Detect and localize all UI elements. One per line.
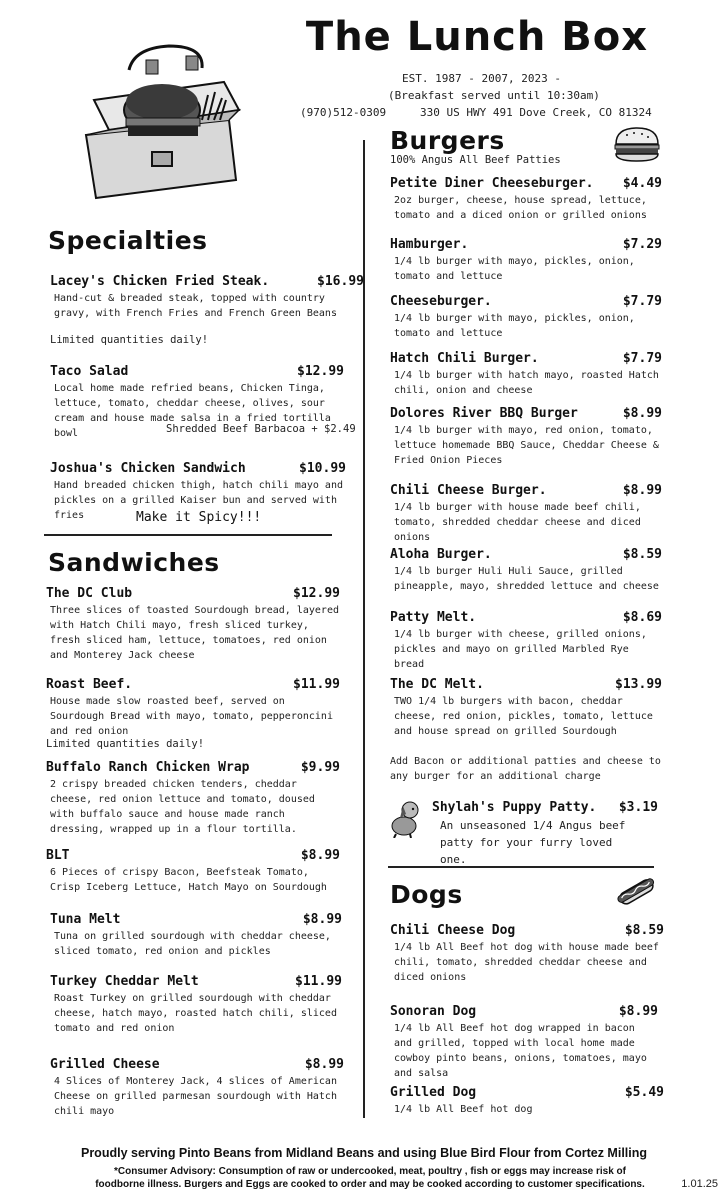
item-price: $8.99 bbox=[300, 848, 340, 863]
menu-version: 1.01.25 bbox=[681, 1178, 718, 1190]
sandwiches-heading: Sandwiches bbox=[48, 548, 220, 577]
restaurant-title: The Lunch Box bbox=[305, 14, 649, 60]
hotdog-icon bbox=[614, 874, 658, 908]
item-price: $7.79 bbox=[622, 294, 662, 309]
item-description: 1/4 lb burger with hatch mayo, roasted Hatch chili, onion and cheese bbox=[394, 370, 659, 396]
item-name: The DC Melt. bbox=[390, 677, 484, 692]
address: 330 US HWY 491 Dove Creek, CO 81324 bbox=[420, 106, 652, 119]
menu-item bbox=[390, 294, 662, 341]
menu-item bbox=[432, 800, 658, 868]
item-name: Buffalo Ranch Chicken Wrap bbox=[46, 760, 250, 775]
item-name: Grilled Dog bbox=[390, 1085, 477, 1100]
menu-item bbox=[390, 406, 662, 468]
item-description: An unseasoned 1/4 Angus beef patty for your furry loved one. bbox=[440, 819, 626, 866]
item-description: TWO 1/4 lb burgers with bacon, cheddar cheese, red onion, pickles, tomato, lettuce and house spread on grilled Sourdough bbox=[394, 696, 653, 737]
dog-icon bbox=[384, 796, 426, 838]
menu-item bbox=[50, 274, 364, 321]
menu-item bbox=[390, 610, 662, 672]
item-name: Petite Diner Cheeseburger. bbox=[390, 176, 594, 191]
item-description: Tuna on grilled sourdough with cheddar cheese, sliced tomato, red onion and pickles bbox=[54, 931, 331, 957]
item-name: BLT bbox=[46, 848, 70, 863]
menu-item bbox=[390, 1004, 658, 1081]
item-price: $8.69 bbox=[622, 610, 662, 625]
item-name: Taco Salad bbox=[50, 364, 129, 379]
item-description: 1/4 lb burger with mayo, pickles, onion, tomato and lettuce bbox=[394, 313, 635, 339]
item-description: 2oz burger, cheese, house spread, lettuce, tomato and a diced onion or grilled onions bbox=[394, 195, 647, 221]
item-description: 1/4 lb All Beef hot dog bbox=[394, 1104, 533, 1115]
item-price: $3.19 bbox=[618, 800, 658, 815]
item-name: Hamburger. bbox=[390, 237, 469, 252]
item-name: Chili Cheese Burger. bbox=[390, 483, 547, 498]
menu-item bbox=[390, 237, 662, 284]
item-description: 4 Slices of Monterey Jack, 4 slices of American Cheese on grilled parmesan sourdough with Hatch chili mayo bbox=[54, 1076, 337, 1117]
established-text: EST. 1987 - 2007, 2023 - bbox=[402, 72, 561, 85]
item-description: 1/4 lb All Beef hot dog wrapped in bacon and grilled, topped with local home made cowboy pinto beans, onions, tomatoes, mayo and salsa bbox=[394, 1023, 647, 1079]
lunchbox-illustration bbox=[74, 40, 250, 200]
item-name: Grilled Cheese bbox=[50, 1057, 160, 1072]
burgers-subheading: 100% Angus All Beef Patties bbox=[390, 154, 561, 166]
item-name: Sonoran Dog bbox=[390, 1004, 477, 1019]
item-price: $12.99 bbox=[297, 364, 344, 379]
item-description: 6 Pieces of crispy Bacon, Beefsteak Tomato, Crisp Iceberg Lettuce, Hatch Mayo on Sourdough bbox=[50, 867, 327, 893]
item-description: Three slices of toasted Sourdough bread, layered with Hatch Chili mayo, fresh sliced turkey, fresh sliced ham, lettuce, tomatoes, red onion and Monterey Jack cheese bbox=[50, 605, 339, 661]
item-name: Tuna Melt bbox=[50, 912, 121, 927]
limited-note: Limited quantities daily! bbox=[46, 738, 205, 750]
item-description: Hand breaded chicken thigh, hatch chili mayo and pickles on a grilled Kaiser bun and served with fries bbox=[54, 480, 343, 521]
item-name: Aloha Burger. bbox=[390, 547, 492, 562]
section-divider bbox=[44, 534, 332, 536]
item-description: Roast Turkey on grilled sourdough with cheddar cheese, hatch mayo, roasted hatch chili, sliced tomato and red onion bbox=[54, 993, 337, 1034]
menu-item bbox=[390, 923, 664, 985]
menu-item bbox=[50, 974, 342, 1036]
item-name: Joshua's Chicken Sandwich bbox=[50, 461, 246, 476]
menu-item bbox=[390, 677, 662, 739]
barbacoa-addon: Shredded Beef Barbacoa + $2.49 bbox=[166, 423, 356, 435]
item-price: $8.59 bbox=[624, 923, 664, 938]
item-price: $11.99 bbox=[293, 677, 340, 692]
item-description: 1/4 lb All Beef hot dog with house made beef chili, tomato, shredded cheddar cheese and diced onions bbox=[394, 942, 659, 983]
item-price: $8.99 bbox=[622, 406, 662, 421]
item-price: $16.99 bbox=[317, 274, 364, 289]
item-description: Local home made refried beans, Chicken Tinga, lettuce, tomato, cheddar cheese, olives, sour cream and house made salsa in a fried tortilla bowl bbox=[54, 383, 331, 439]
menu-item bbox=[46, 677, 340, 739]
item-price: $11.99 bbox=[295, 974, 342, 989]
spicy-note: Make it Spicy!!! bbox=[136, 510, 262, 525]
item-description: 1/4 lb burger Huli Huli Sauce, grilled pineapple, mayo, shredded lettuce and cheese bbox=[394, 566, 659, 592]
item-price: $8.99 bbox=[622, 483, 662, 498]
item-name: Patty Melt. bbox=[390, 610, 477, 625]
menu-item bbox=[390, 547, 662, 594]
menu-item bbox=[390, 176, 662, 223]
menu-item bbox=[50, 1057, 344, 1119]
item-price: $12.99 bbox=[293, 586, 340, 601]
burger-addon-note: Add Bacon or additional patties and cheese to any burger for an additional charge bbox=[390, 756, 661, 782]
item-price: $8.99 bbox=[618, 1004, 658, 1019]
item-name: Hatch Chili Burger. bbox=[390, 351, 539, 366]
section-divider bbox=[388, 866, 654, 868]
item-description: 1/4 lb burger with mayo, red onion, tomato, lettuce homemade BBQ Sauce, Cheddar Cheese & Fried Onion Pieces bbox=[394, 425, 659, 466]
menu-item bbox=[46, 848, 340, 895]
breakfast-hours: (Breakfast served until 10:30am) bbox=[388, 89, 600, 102]
item-price: $10.99 bbox=[299, 461, 346, 476]
item-name: Roast Beef. bbox=[46, 677, 133, 692]
item-price: $8.99 bbox=[304, 1057, 344, 1072]
menu-item bbox=[46, 760, 340, 837]
item-price: $7.79 bbox=[622, 351, 662, 366]
item-description: House made slow roasted beef, served on Sourdough Bread with mayo, tomato, pepperoncini and red onion bbox=[50, 696, 333, 737]
footer-sourcing: Proudly serving Pinto Beans from Midland Beans and using Blue Bird Flour from Cortez Milling bbox=[80, 1146, 648, 1160]
burger-icon bbox=[612, 124, 662, 164]
item-name: Dolores River BBQ Burger bbox=[390, 406, 578, 421]
item-name: Shylah's Puppy Patty. bbox=[432, 800, 597, 815]
consumer-advisory: *Consumer Advisory: Consumption of raw or undercooked, meat, poultry , fish or eggs may increase risk of foodborne illness. Burgers and Eggs are cooked to order and may be cooked according to customer specifications. bbox=[95, 1166, 645, 1190]
menu-item bbox=[50, 912, 342, 959]
item-description: 1/4 lb burger with house made beef chili, tomato, shredded cheddar cheese and diced onions bbox=[394, 502, 641, 543]
specialties-heading: Specialties bbox=[48, 226, 208, 255]
item-price: $8.59 bbox=[622, 547, 662, 562]
dogs-heading: Dogs bbox=[390, 880, 463, 909]
item-description: 1/4 lb burger with cheese, grilled onions, pickles and mayo on grilled Marbled Rye bread bbox=[394, 629, 647, 670]
item-price: $13.99 bbox=[615, 677, 662, 692]
limited-note: Limited quantities daily! bbox=[50, 334, 209, 346]
phone-number: (970)512-0309 bbox=[300, 106, 387, 119]
item-name: The DC Club bbox=[46, 586, 133, 601]
item-name: Cheeseburger. bbox=[390, 294, 492, 309]
item-price: $8.99 bbox=[302, 912, 342, 927]
item-price: $9.99 bbox=[300, 760, 340, 775]
item-price: $7.29 bbox=[622, 237, 662, 252]
item-description: 2 crispy breaded chicken tenders, cheddar cheese, red onion lettuce and tomato, doused with buffalo sauce and house made ranch dressing, wrapped up in a flour tortilla. bbox=[50, 779, 315, 835]
menu-item bbox=[390, 1085, 664, 1117]
item-description: Hand-cut & breaded steak, topped with country gravy, with French Fries and French Green Beans bbox=[54, 293, 337, 319]
item-description: 1/4 lb burger with mayo, pickles, onion, tomato and lettuce bbox=[394, 256, 635, 282]
menu-item bbox=[390, 351, 662, 398]
item-price: $5.49 bbox=[624, 1085, 664, 1100]
menu-item bbox=[46, 586, 340, 663]
item-name: Turkey Cheddar Melt bbox=[50, 974, 199, 989]
item-name: Lacey's Chicken Fried Steak. bbox=[50, 274, 270, 289]
menu-item bbox=[390, 483, 662, 545]
item-name: Chili Cheese Dog bbox=[390, 923, 516, 938]
item-price: $4.49 bbox=[622, 176, 662, 191]
burgers-heading: Burgers bbox=[390, 126, 505, 155]
